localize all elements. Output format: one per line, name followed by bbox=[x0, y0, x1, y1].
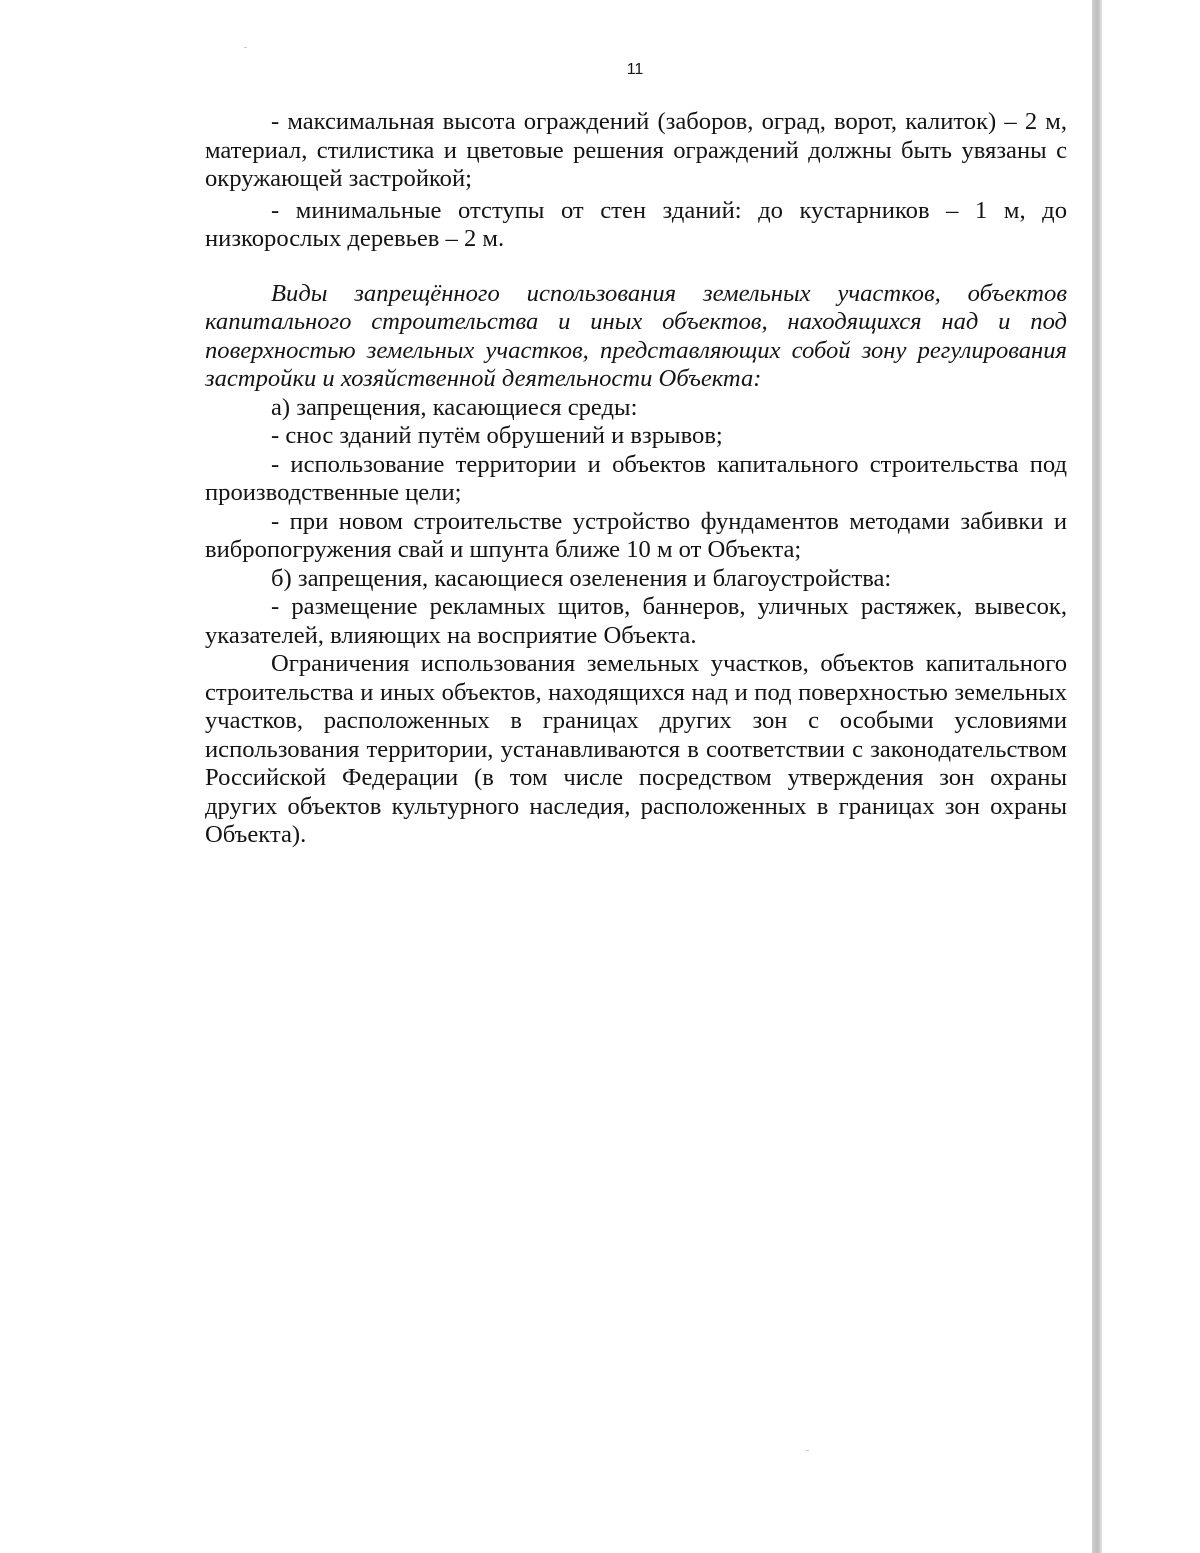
paragraph-advertising: - размещение рекламных щитов, баннеров, уличных растяжек, вывесок, указателей, влияющих на восприятие Объекта. bbox=[205, 593, 1067, 649]
scan-edge-shadow bbox=[1092, 0, 1102, 1553]
paragraph-restrictions: Ограничения использования земельных участков, объектов капитального строительства и иных объектов, находящихся над и под поверхностью земельных участков, расположенных в границах других зон с особыми условиями использования территории, устанавливаются в соответствии с законодательством Российской Федерации (в том числе посредством утверждения зон охраны других объектов культурного наследия, расположенных в границах зон охраны Объекта). bbox=[205, 650, 1067, 848]
paragraph-foundations: - при новом строительстве устройство фундаментов методами забивки и вибропогружения свай и шпунта ближе 10 м от Объекта; bbox=[205, 507, 1067, 563]
paragraph-fence-height: - максимальная высота ограждений (заборов, оград, ворот, калиток) – 2 м, материал, стилистика и цветовые решения ограждений должны быть увязаны с окружающей застройкой; bbox=[205, 108, 1067, 192]
paragraph-demolition: - снос зданий путём обрушений и взрывов; bbox=[271, 422, 723, 449]
document-body bbox=[205, 108, 1067, 850]
section-heading-prohibited-uses: Виды запрещённого использования земельных участков, объектов капитального строительства и иных объектов, находящихся над и под поверхностью земельных участков, представляющих собой зону регулирования застройки и хозяйственной деятельности Объекта: bbox=[205, 279, 1067, 392]
paragraph-setbacks: - минимальные отступы от стен зданий: до кустарников – 1 м, до низкорослых деревьев – 2 м. bbox=[205, 196, 1067, 252]
paragraph-industrial-use: - использование территории и объектов капитального строительства под производственные цели; bbox=[205, 450, 1067, 506]
scan-speck bbox=[806, 1450, 809, 1451]
page-number: 11 bbox=[626, 61, 644, 78]
paragraph-landscaping-bans: б) запрещения, касающиеся озеленения и благоустройства: bbox=[271, 564, 892, 592]
scan-speck bbox=[244, 47, 247, 48]
paragraph-environment-bans: а) запрещения, касающиеся среды: bbox=[271, 393, 638, 421]
